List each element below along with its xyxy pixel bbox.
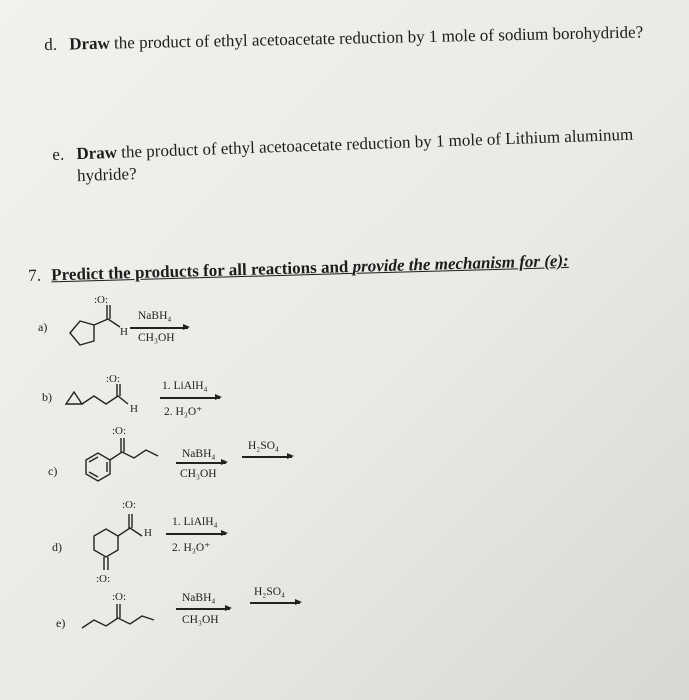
- reaction-a-oxygen: :O:: [94, 294, 109, 306]
- reaction-a-structure: [58, 295, 168, 355]
- part-e-bold: Draw: [76, 142, 118, 164]
- reaction-b-label: b): [42, 390, 52, 404]
- reaction-a-arrow: [130, 327, 188, 329]
- question-7-heading: [28, 251, 569, 286]
- reaction-e-structure: [78, 584, 188, 634]
- reaction-d-reagent-bottom: 2. H₃O⁺: [172, 542, 211, 554]
- part-e-letter: e.: [52, 144, 65, 164]
- reaction-b-structure: [62, 372, 152, 422]
- reaction-e-reagent-bottom: CH₃OH: [182, 614, 219, 626]
- part-e-question: [52, 124, 634, 188]
- reaction-e-arrow-1: [176, 608, 230, 610]
- reaction-a-h: H: [120, 326, 128, 338]
- reaction-d-label: d): [52, 540, 62, 554]
- part-e-text-line2: hydride?: [76, 164, 137, 186]
- reaction-b-arrow: [160, 397, 220, 399]
- question-7-plain: Predict the products for all reactions and: [50, 257, 349, 285]
- reaction-d-oxygen-top: :O:: [122, 499, 137, 511]
- reaction-d-reagent-top: 1. LiAlH₄: [172, 516, 218, 528]
- question-7-number: 7.: [28, 265, 42, 285]
- reaction-a-reagent-top: NaBH₄: [138, 310, 172, 322]
- cyclohexanone-ring: [94, 529, 118, 557]
- chain: [82, 396, 128, 404]
- part-d-bold: Draw: [69, 33, 111, 54]
- reaction-e-label: e): [56, 616, 66, 630]
- chain: [110, 450, 158, 460]
- reaction-c-oxygen: :O:: [112, 425, 127, 437]
- reaction-e-oxygen: :O:: [112, 591, 127, 603]
- chain: [118, 528, 142, 536]
- reaction-d-h: H: [144, 527, 152, 539]
- reaction-b-h: H: [130, 403, 138, 415]
- reaction-c-label: c): [48, 464, 58, 478]
- carbonyl-chain: [94, 319, 120, 327]
- part-e-text-line1: the product of ethyl acetoacetate reduction by 1 mole of Lithium aluminum: [120, 124, 634, 162]
- reaction-d-oxygen-bottom: :O:: [96, 573, 111, 585]
- reaction-e-reagent-2: H₂SO₄: [254, 586, 286, 598]
- reaction-c-reagent-top: NaBH₄: [182, 448, 216, 460]
- cyclopentane-ring: [70, 321, 94, 345]
- question-7-italic: provide the mechanism for (e):: [352, 250, 570, 276]
- reaction-c-reagent-bottom: CH₃OH: [180, 468, 217, 480]
- reaction-e-reagent-top: NaBH₄: [182, 592, 216, 604]
- reaction-b-oxygen: :O:: [106, 373, 121, 385]
- part-d-letter: d.: [44, 34, 58, 54]
- reaction-b-reagent-top: 1. LiAlH₄: [162, 380, 208, 392]
- reaction-c-arrow-2: [242, 456, 292, 458]
- reaction-c-arrow-1: [176, 462, 226, 464]
- reaction-e-arrow-2: [250, 602, 300, 604]
- part-d-question: [44, 21, 643, 56]
- reaction-a-reagent-bottom: CH₃OH: [138, 332, 175, 344]
- reaction-d-arrow: [166, 533, 226, 535]
- reaction-a-label: a): [38, 320, 48, 334]
- cyclopropane-ring: [66, 392, 82, 404]
- reaction-c-structure: [74, 424, 184, 494]
- question-7-text: [51, 251, 569, 284]
- reaction-b-reagent-bottom: 2. H₃O⁺: [164, 406, 203, 418]
- part-d-text: the product of ethyl acetoacetate reduction by 1 mole of sodium borohydride?: [113, 22, 644, 53]
- chain: [82, 616, 154, 628]
- reaction-c-reagent-2: H₂SO₄: [248, 440, 280, 452]
- reaction-d-structure: [82, 492, 182, 592]
